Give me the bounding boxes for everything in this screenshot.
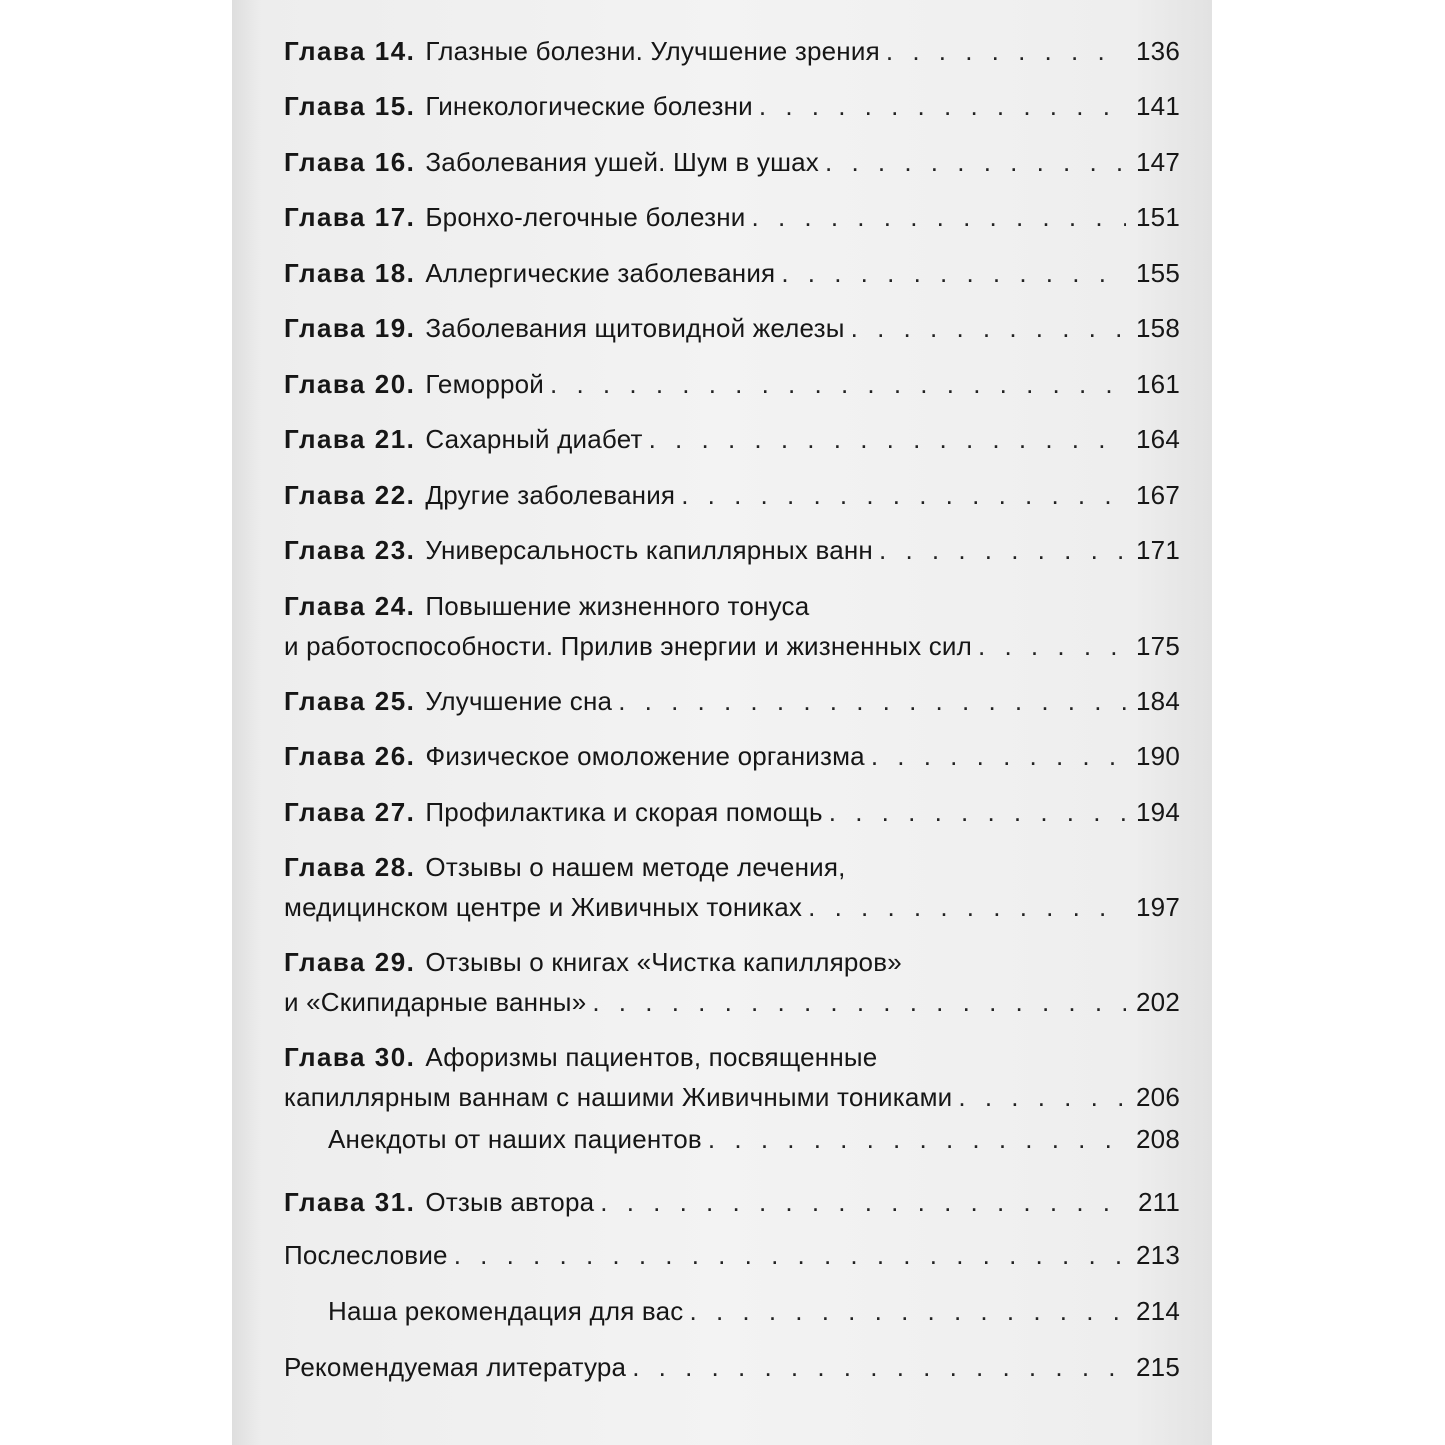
chapter-title: Наша рекомендация для вас xyxy=(328,1296,684,1326)
page-number: 206 xyxy=(1136,1082,1180,1112)
chapter-title: Послесловие xyxy=(284,1240,448,1270)
toc-entry-line xyxy=(284,258,1180,298)
dot-leader xyxy=(808,892,1126,923)
page-number: 158 xyxy=(1136,313,1180,343)
toc-entry-line xyxy=(284,36,1180,76)
chapter-title: Гинекологические болезни xyxy=(425,91,753,121)
chapter-title: Улучшение сна xyxy=(425,686,613,716)
chapter-title: Другие заболевания xyxy=(425,480,676,510)
toc-entry-line xyxy=(284,591,1180,631)
page-number: 202 xyxy=(1136,987,1180,1017)
toc-entry-line xyxy=(284,1240,1180,1280)
page-number: 215 xyxy=(1136,1352,1180,1382)
toc-entry-line xyxy=(284,1352,1180,1392)
toc-entry-line xyxy=(284,987,1180,1027)
dot-leader xyxy=(781,258,1126,289)
chapter-label: Глава 24. xyxy=(284,591,416,621)
toc-entry[interactable] xyxy=(284,258,1180,300)
toc-entry[interactable] xyxy=(284,741,1180,783)
chapter-label: Глава 23. xyxy=(284,535,416,565)
chapter-label: Глава 16. xyxy=(284,147,416,177)
book-page xyxy=(232,0,1212,1445)
chapter-title: Аллергические заболевания xyxy=(425,258,776,288)
chapter-label: Глава 27. xyxy=(284,797,416,827)
page-number: 175 xyxy=(1136,631,1180,661)
table-of-contents xyxy=(284,0,1180,1445)
chapter-title: Профилактика и скорая помощь xyxy=(425,797,823,827)
chapter-title: Повышение жизненного тонуса xyxy=(425,591,810,621)
dot-leader xyxy=(592,987,1126,1018)
page-number: 213 xyxy=(1136,1240,1180,1270)
toc-entry[interactable] xyxy=(284,686,1180,728)
dot-leader xyxy=(871,741,1126,772)
toc-entry[interactable] xyxy=(284,202,1180,244)
chapter-title: медицинском центре и Живичных тониках xyxy=(284,892,803,922)
toc-entry[interactable] xyxy=(284,1296,1180,1338)
page-number: 208 xyxy=(1136,1124,1180,1154)
toc-entry[interactable] xyxy=(284,313,1180,355)
dot-leader xyxy=(550,369,1126,400)
toc-entry-line xyxy=(284,202,1180,242)
toc-entry-line xyxy=(284,480,1180,520)
dot-leader xyxy=(879,535,1126,566)
page-number: 184 xyxy=(1136,686,1180,716)
page-number: 151 xyxy=(1136,202,1180,232)
chapter-label: Глава 20. xyxy=(284,369,416,399)
chapter-title: и работоспособности. Прилив энергии и жизненных сил xyxy=(284,631,973,661)
chapter-title: Физическое омоложение организма xyxy=(425,741,865,771)
chapter-label: Глава 21. xyxy=(284,424,416,454)
toc-entry-line xyxy=(284,313,1180,353)
dot-leader xyxy=(708,1124,1126,1155)
chapter-title: Геморрой xyxy=(425,369,545,399)
toc-entry[interactable] xyxy=(284,797,1180,839)
chapter-label: Глава 14. xyxy=(284,36,416,66)
chapter-title: Отзывы о нашем методе лечения, xyxy=(425,852,846,882)
chapter-title: Сахарный диабет xyxy=(425,424,643,454)
dot-leader xyxy=(649,424,1126,455)
page-number: 171 xyxy=(1136,535,1180,565)
page-number: 136 xyxy=(1136,36,1180,66)
chapter-title: Анекдоты от наших пациентов xyxy=(328,1124,702,1154)
page-number: 197 xyxy=(1136,892,1180,922)
toc-entry-line xyxy=(284,424,1180,464)
page-number: 194 xyxy=(1136,797,1180,827)
toc-entry[interactable] xyxy=(284,1240,1180,1282)
chapter-label: Глава 30. xyxy=(284,1042,416,1072)
chapter-title: капиллярным ваннам с нашими Живичными тониками xyxy=(284,1082,953,1112)
dot-leader xyxy=(752,202,1126,233)
page-number: 155 xyxy=(1136,258,1180,288)
chapter-title: Отзыв автора xyxy=(425,1187,595,1217)
toc-entry[interactable] xyxy=(284,369,1180,411)
toc-entry-line xyxy=(284,947,1180,987)
chapter-label: Глава 17. xyxy=(284,202,416,232)
toc-entry[interactable] xyxy=(284,147,1180,189)
page-number: 141 xyxy=(1136,91,1180,121)
chapter-title: Афоризмы пациентов, посвященные xyxy=(425,1042,878,1072)
toc-entry-line xyxy=(284,369,1180,409)
chapter-label: Глава 26. xyxy=(284,741,416,771)
toc-entry[interactable] xyxy=(284,91,1180,133)
dot-leader xyxy=(690,1296,1127,1327)
toc-entry[interactable] xyxy=(284,480,1180,522)
toc-entry-line xyxy=(284,686,1180,726)
toc-entry[interactable] xyxy=(284,1042,1180,1124)
toc-entry[interactable] xyxy=(284,535,1180,577)
dot-leader xyxy=(600,1187,1126,1218)
dot-leader xyxy=(851,313,1126,344)
page-number: 190 xyxy=(1136,741,1180,771)
chapter-title: Глазные болезни. Улучшение зрения xyxy=(425,36,880,66)
chapter-title: Бронхо-легочные болезни xyxy=(425,202,746,232)
dot-leader xyxy=(618,686,1126,717)
toc-entry-line xyxy=(284,741,1180,781)
page-margin xyxy=(1212,0,1445,1445)
page-number: 164 xyxy=(1136,424,1180,454)
toc-entry[interactable] xyxy=(284,1187,1180,1229)
chapter-title: Заболевания щитовидной железы xyxy=(425,313,845,343)
dot-leader xyxy=(632,1352,1126,1383)
dot-leader xyxy=(825,147,1126,178)
dot-leader xyxy=(829,797,1126,828)
page-number: 214 xyxy=(1136,1296,1180,1326)
toc-entry-line xyxy=(284,1124,1180,1164)
toc-entry[interactable] xyxy=(284,1124,1180,1166)
chapter-title: Универсальность капиллярных ванн xyxy=(425,535,873,565)
dot-leader xyxy=(681,480,1126,511)
chapter-title: Заболевания ушей. Шум в ушах xyxy=(425,147,820,177)
chapter-label: Глава 28. xyxy=(284,852,416,882)
toc-entry[interactable] xyxy=(284,36,1180,78)
toc-entry-line xyxy=(284,1082,1180,1122)
chapter-label: Глава 19. xyxy=(284,313,416,343)
chapter-title: Рекомендуемая литература xyxy=(284,1352,627,1382)
page-number: 147 xyxy=(1136,147,1180,177)
toc-entry-line xyxy=(284,797,1180,837)
chapter-label: Глава 31. xyxy=(284,1187,416,1217)
toc-entry-line xyxy=(284,1042,1180,1082)
toc-entry-line xyxy=(284,1296,1180,1336)
toc-entry-line xyxy=(284,892,1180,932)
toc-entry[interactable] xyxy=(284,424,1180,466)
chapter-title: Отзывы о книгах «Чистка капилляров» xyxy=(425,947,902,977)
toc-entry-line xyxy=(284,852,1180,892)
toc-entry[interactable] xyxy=(284,947,1180,1029)
dot-leader xyxy=(759,91,1126,122)
chapter-label: Глава 22. xyxy=(284,480,416,510)
toc-entry-line xyxy=(284,631,1180,671)
chapter-label: Глава 25. xyxy=(284,686,416,716)
toc-entry-line xyxy=(284,535,1180,575)
chapter-label: Глава 29. xyxy=(284,947,416,977)
dot-leader xyxy=(958,1082,1126,1113)
page-number: 167 xyxy=(1136,480,1180,510)
chapter-label: Глава 18. xyxy=(284,258,416,288)
dot-leader xyxy=(978,631,1126,662)
chapter-title: и «Скипидарные ванны» xyxy=(284,987,587,1017)
toc-entry-line xyxy=(284,1187,1180,1227)
dot-leader xyxy=(886,36,1126,67)
toc-entry[interactable] xyxy=(284,1352,1180,1394)
chapter-label: Глава 15. xyxy=(284,91,416,121)
toc-entry[interactable] xyxy=(284,852,1180,934)
toc-entry-line xyxy=(284,91,1180,131)
toc-entry[interactable] xyxy=(284,591,1180,673)
page-number: 161 xyxy=(1136,369,1180,399)
dot-leader xyxy=(454,1240,1126,1271)
toc-entry-line xyxy=(284,147,1180,187)
page-number: 211 xyxy=(1137,1187,1180,1217)
